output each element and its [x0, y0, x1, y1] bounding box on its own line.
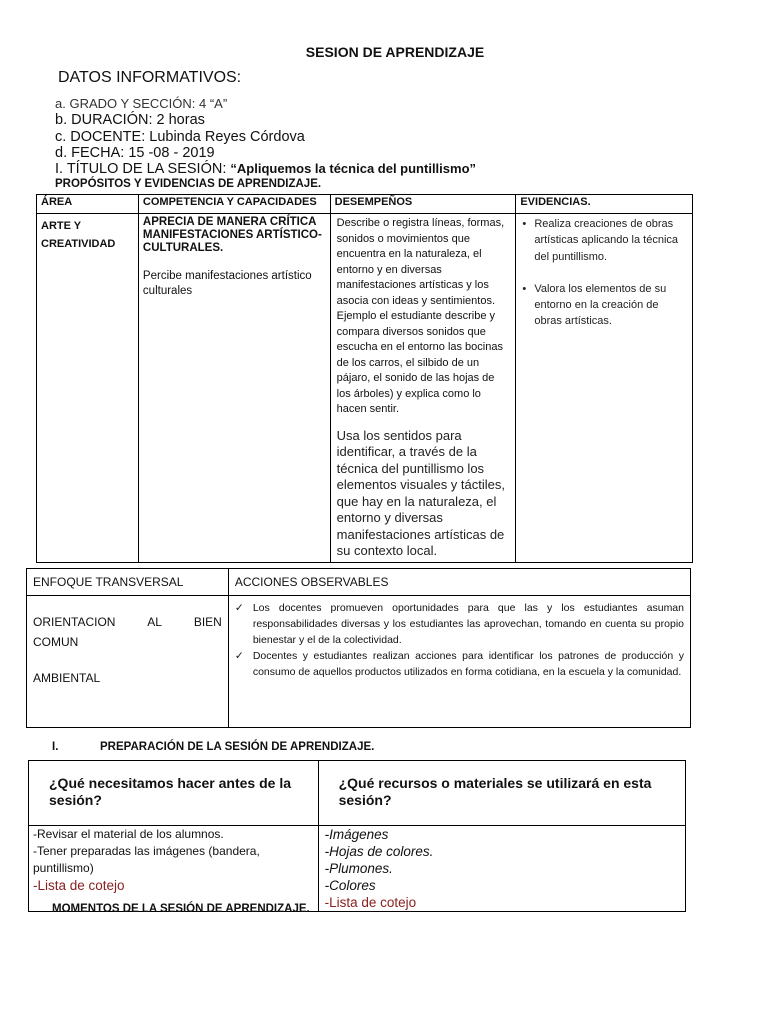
- document-title: SESION DE APRENDIZAJE: [305, 44, 485, 60]
- table-row: [29, 826, 686, 912]
- list-item: • Valora los elementos de su entorno en la creación de obras artísticas.: [522, 281, 686, 330]
- antes-cell: [29, 826, 319, 912]
- desempeno-text-2: Usa los sentidos para identificar, a través de la técnica del puntillismo los elementos visuales y táctiles, que hay en la naturaleza, el entorno y diversas manifestaciones artísticas de su contexto local.: [336, 427, 505, 558]
- enfoque-cell: [27, 596, 229, 728]
- header-competencia: COMPETENCIA Y CAPACIDADES: [138, 195, 330, 214]
- session-title-label: I. TÍTULO DE LA SESIÓN:: [55, 161, 231, 177]
- bullet-icon: •: [522, 218, 527, 230]
- list-item: -Imágenes: [324, 827, 389, 842]
- table-header-row: [27, 569, 691, 596]
- list-item: -Tener preparadas las imágenes (bandera, puntillismo): [33, 844, 260, 875]
- list-item: -Colores: [324, 878, 376, 893]
- capacidad-text: Percibe manifestaciones artístico culturales: [142, 270, 312, 297]
- propositos-table: [36, 194, 693, 563]
- list-item: -Lista de cotejo: [324, 895, 417, 910]
- preparacion-table: [28, 760, 686, 912]
- bullet-icon: •: [522, 282, 527, 295]
- table-row: [27, 596, 691, 728]
- acciones-cell: [228, 596, 690, 728]
- session-title-value: “Apliquemos la técnica del puntillismo”: [230, 161, 477, 176]
- preparacion-heading: I. PREPARACIÓN DE LA SESIÓN DE APRENDIZAJE.: [52, 741, 375, 753]
- recursos-cell: [318, 826, 685, 912]
- checkmark-icon: ✓: [234, 602, 244, 614]
- desempeno-text-1: Describe o registra líneas, formas, sonidos o movimientos que encuentra en la naturaleza, el entorno y en diversas manifestaciones artísticas y los asocia con ideas y sentimientos. Ejemplo el estudiante describe y compara diversos sonidos que escucha en el entorno las bocinas de los carros, el silbido de un pájaro, el sonido de las hojas de los árboles) y explica como lo hacen sentir.: [336, 217, 505, 415]
- list-item: -Hojas de colores.: [324, 844, 434, 859]
- competencia-cell: [138, 214, 330, 563]
- evidencias-cell: [516, 214, 693, 563]
- checkmark-icon: ✓: [234, 650, 244, 662]
- header-area: ÁREA: [37, 195, 139, 214]
- header-acciones: ACCIONES OBSERVABLES: [228, 569, 690, 596]
- header-evidencias: EVIDENCIAS.: [516, 195, 693, 214]
- area-cell: ARTE Y CREATIVIDAD: [37, 214, 139, 563]
- info-duracion: b. DURACIÓN: 2 horas: [55, 112, 205, 128]
- header-enfoque: ENFOQUE TRANSVERSAL: [27, 569, 229, 596]
- header-desempenos: DESEMPEÑOS: [330, 195, 516, 214]
- propositos-heading: PROPÓSITOS Y EVIDENCIAS DE APRENDIZAJE.: [55, 178, 322, 190]
- list-item: -Plumones.: [324, 861, 393, 876]
- info-fecha: d. FECHA: 15 -08 - 2019: [55, 145, 215, 161]
- header-antes: ¿Qué necesitamos hacer antes de la sesión?: [29, 761, 319, 826]
- enfoque-line-3: AMBIENTAL: [33, 671, 101, 685]
- enfoque-line-2: COMUN: [33, 635, 79, 649]
- info-grado: a. GRADO Y SECCIÓN: 4 “A”: [55, 96, 228, 111]
- table-header-row: [37, 195, 693, 214]
- list-item: ✓ Docentes y estudiantes realizan acciones para identificar los patrones de producción y consumo de aquellos productos utilizados en forma cotidiana, en la escuela y la comunidad.: [234, 650, 684, 678]
- competencia-text: APRECIA DE MANERA CRÍTICA MANIFESTACIONES ARTÍSTICO-CULTURALES.: [142, 216, 322, 254]
- list-item: ✓ Los docentes promueven oportunidades para que las y los estudiantes asuman responsabilidades diversas y los estudiantes las aprovechan, tomando en cuenta su propio bienestar y el de la colectividad.: [234, 602, 684, 646]
- table-header-row: [29, 761, 686, 826]
- momentos-heading: MOMENTOS DE LA SESIÓN DE APRENDIZAJE.: [52, 903, 310, 915]
- list-item: • Realiza creaciones de obras artísticas aplicando la técnica del puntillismo.: [522, 216, 686, 265]
- enfoque-line-1: ORIENTACION AL BIEN: [33, 615, 222, 629]
- list-item: -Lista de cotejo: [33, 878, 125, 893]
- datos-informativos-heading: DATOS INFORMATIVOS:: [58, 69, 242, 86]
- info-docente: c. DOCENTE: Lubinda Reyes Córdova: [55, 129, 305, 145]
- desempenos-cell: [330, 214, 516, 563]
- table-row: [37, 214, 693, 563]
- list-item: -Revisar el material de los alumnos.: [33, 827, 224, 841]
- header-recursos: ¿Qué recursos o materiales se utilizará en esta sesión?: [318, 761, 685, 826]
- session-title-line: [55, 160, 476, 178]
- enfoque-table: [26, 568, 691, 728]
